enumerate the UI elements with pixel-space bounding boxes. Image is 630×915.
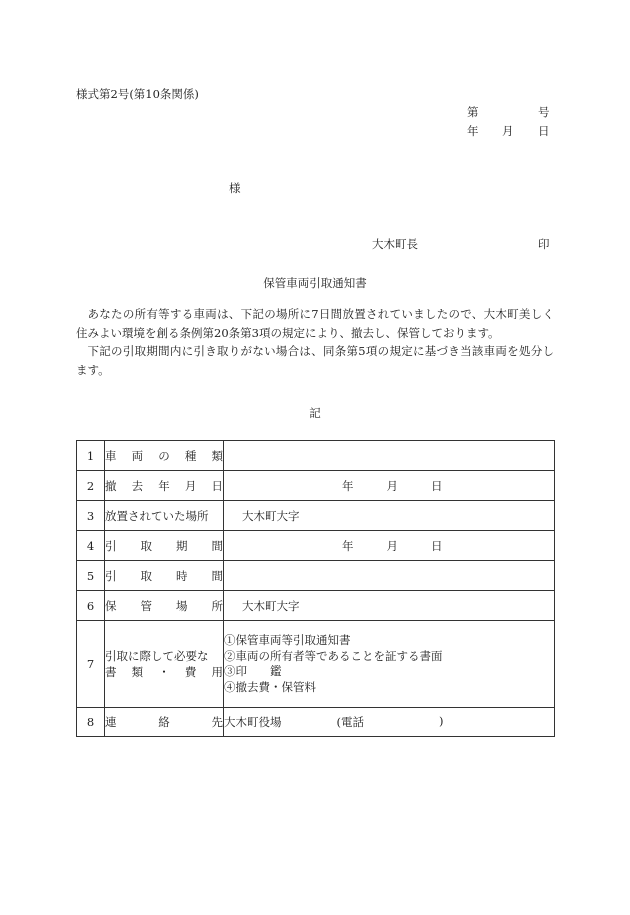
document-number-prefix: 第 xyxy=(467,105,479,119)
issuer-name: 大木町長 xyxy=(372,237,418,251)
row-value-abandoned-location[interactable]: 大木町大字 xyxy=(224,501,555,531)
row-value-pickup-time[interactable] xyxy=(224,561,555,591)
required-item: ④撤去費・保管料 xyxy=(224,679,316,694)
contact-phone-open: (電話 xyxy=(336,715,364,729)
table-row xyxy=(77,561,555,591)
table-row xyxy=(77,708,555,737)
table-row xyxy=(77,501,555,531)
required-item: ①保管車両等引取通知書 xyxy=(224,633,351,647)
row-number: 5 xyxy=(77,561,105,591)
table-row xyxy=(77,471,555,501)
row-label-pickup-period: 引 取 期 間 xyxy=(105,531,224,561)
row-number: 7 xyxy=(77,621,105,708)
row-value-contact[interactable] xyxy=(224,708,555,737)
row-number: 8 xyxy=(77,708,105,737)
row-label-pickup-time: 引 取 時 間 xyxy=(105,561,224,591)
required-item: ③印 鑑 xyxy=(224,664,282,678)
row-label-contact: 連 絡 先 xyxy=(105,708,224,737)
date-year-label: 年 xyxy=(467,124,479,138)
row-label-required-items: 引取に際して必要な 書 類 ・ 費 用 xyxy=(105,621,224,708)
document-title: 保管車両引取通知書 xyxy=(263,276,367,290)
row-value-required-items xyxy=(224,621,555,708)
row-number: 6 xyxy=(77,591,105,621)
row-label-abandoned-location: 放置されていた場所 xyxy=(105,501,224,531)
seal-mark: 印 xyxy=(538,237,550,251)
ki-heading: 記 xyxy=(309,406,321,420)
row-number: 2 xyxy=(77,471,105,501)
notice-body xyxy=(76,305,554,379)
row-value-storage-location[interactable]: 大木町大字 xyxy=(224,591,555,621)
document-number-suffix: 号 xyxy=(538,105,550,119)
table-row xyxy=(77,441,555,471)
contact-phone-close: ) xyxy=(439,714,444,728)
table-row xyxy=(77,591,555,621)
table-row xyxy=(77,531,555,561)
addressee-honorific: 様 xyxy=(229,181,241,195)
form-number: 様式第2号(第10条関係) xyxy=(76,87,199,101)
row-number: 1 xyxy=(77,441,105,471)
row-label-vehicle-type: 車 両 の 種 類 xyxy=(105,441,224,471)
row-number: 3 xyxy=(77,501,105,531)
row-label-storage-location: 保 管 場 所 xyxy=(105,591,224,621)
details-table xyxy=(76,440,555,737)
row-value-pickup-period[interactable]: 年 月 日 xyxy=(224,531,555,561)
row-number: 4 xyxy=(77,531,105,561)
body-paragraph-2: 下記の引取期間内に引き取りがない場合は、同条第5項の規定に基づき当該車両を処分します。 xyxy=(76,344,554,377)
row-value-vehicle-type[interactable] xyxy=(224,441,555,471)
row-label-removal-date: 撤 去 年 月 日 xyxy=(105,471,224,501)
table-row xyxy=(77,621,555,708)
body-paragraph-1: あなたの所有等する車両は、下記の場所に7日間放置されていましたので、大木町美しく住みよい環境を創る条例第20条第3項の規定により、撤去し、保管しております。 xyxy=(76,307,554,340)
row-value-removal-date[interactable]: 年 月 日 xyxy=(224,471,555,501)
date-month-label: 月 xyxy=(502,124,514,138)
contact-office: 大木町役場 xyxy=(224,715,282,729)
date-day-label: 日 xyxy=(538,124,550,138)
required-item: ②車両の所有者等であることを証する書面 xyxy=(224,648,443,663)
